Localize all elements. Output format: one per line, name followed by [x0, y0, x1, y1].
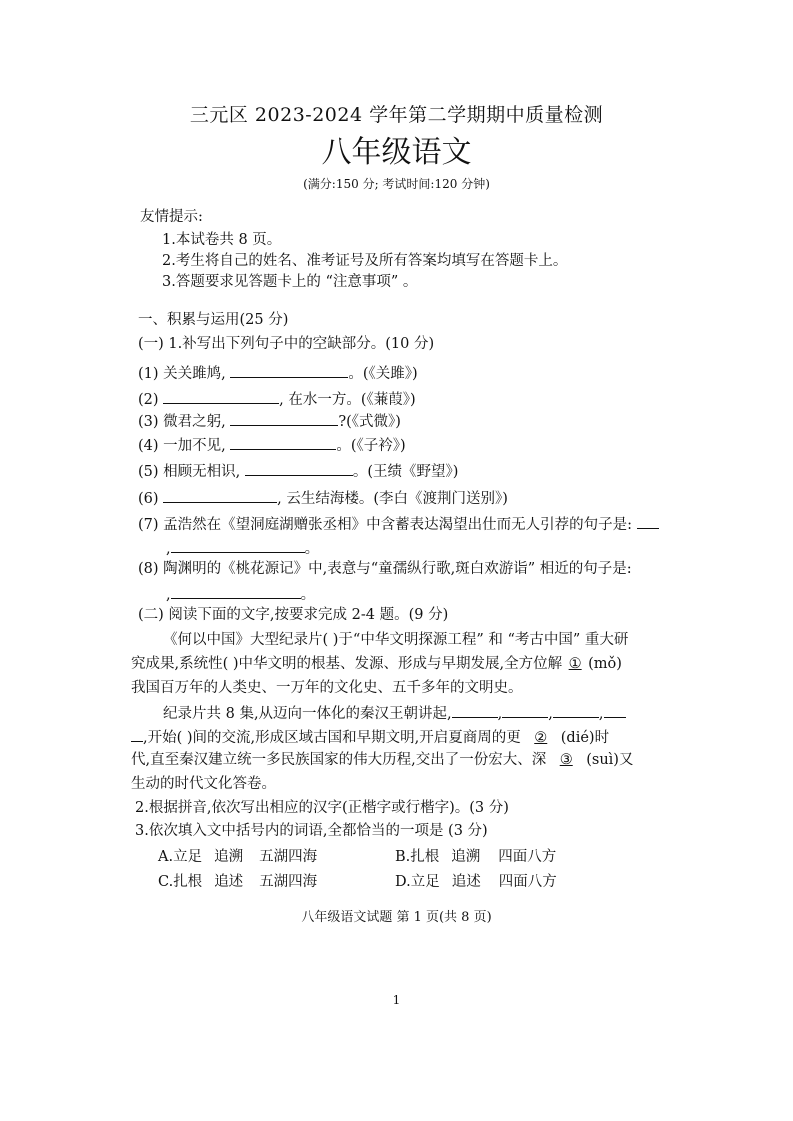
fill-line-1 [138, 362, 418, 384]
question-heading: (一) 1.补写出下列句子中的空缺部分。(10 分) [138, 336, 435, 352]
item-label: (8) [138, 561, 159, 577]
tips-heading: 友情提示: [140, 209, 203, 225]
option-word: 立足 [410, 874, 440, 890]
tip-item: 3.答题要求见答题卡上的 “注意事项” 。 [162, 274, 418, 290]
option-word: 扎根 [410, 849, 440, 865]
line-text: , 在水一方。(《蒹葭》) [279, 392, 416, 408]
passage-line: 我国百万年的人类史、一万年的文化史、五千多年的文明史。 [131, 680, 523, 696]
passage-line: 《何以中国》大型纪录片( )于“中华文明探源工程” 和 “考古中国” 重大研 [163, 632, 629, 648]
subject-title: 八年级语文 [321, 135, 472, 170]
fill-line-6 [138, 487, 508, 509]
answer-blank [171, 537, 305, 553]
question-2: 2.根据拼音,依次写出相应的汉字(正楷字或行楷字)。(3 分) [135, 800, 509, 816]
passage-line [131, 726, 609, 748]
option-word: 立足 [173, 849, 203, 865]
exam-meta: (满分:150 分; 考试时间:120 分钟) [303, 177, 490, 191]
answer-blank [131, 726, 143, 742]
option-word: 四面八方 [498, 874, 557, 890]
pinyin-blank-1: ① [568, 656, 582, 672]
line-text: 。(《关雎》) [348, 366, 418, 382]
line-text: 陶渊明的《桃花源记》中,表意与“童孺纵行歌,斑白欢游诣” 相近的句子是: [163, 561, 632, 577]
fill-line-8-cont [166, 583, 315, 605]
item-label: (3) [138, 414, 159, 430]
item-label: (7) [138, 517, 159, 533]
answer-blank [245, 460, 353, 476]
line-text: 相顾无相识, [163, 464, 241, 480]
passage-line [131, 750, 633, 770]
passage-text: 究成果,系统性( )中华文明的根基、发源、形成与早期发展,全方位解 [131, 656, 563, 672]
answer-blank [163, 487, 277, 503]
page-footer: 八年级语文试题 第 1 页(共 8 页) [301, 910, 492, 925]
option-letter: D. [395, 874, 411, 890]
answer-blank [452, 702, 498, 718]
option-word: 五湖四海 [259, 874, 318, 890]
answer-blank [604, 702, 626, 718]
line-text: 。 [304, 541, 320, 557]
answer-blank [230, 362, 348, 378]
item-label: (5) [138, 464, 159, 480]
item-label: (6) [138, 491, 159, 507]
option-word: 四面八方 [498, 849, 557, 865]
line-text: , [166, 541, 171, 557]
passage-line: 纪录片共 8 集,从迈向一体化的秦汉王朝讲起, , , , [163, 702, 626, 724]
option-letter: B. [395, 849, 411, 865]
pinyin: (mǒ) [588, 656, 622, 672]
answer-blank [502, 702, 548, 718]
answer-blank [230, 434, 336, 450]
fill-line-2 [138, 388, 416, 410]
pinyin: (dié)时 [560, 730, 610, 746]
passage-text: ,开始( )间的交流,形成区域古国和早期文明,开启夏商周的更 [143, 730, 521, 746]
option-word: 追述 [214, 874, 244, 890]
option-b [395, 847, 556, 867]
line-text: 。(王绩《野望》) [352, 464, 459, 480]
line-text: 关关雎鸠, [163, 366, 226, 382]
answer-blank [171, 583, 301, 599]
fill-line-3 [138, 410, 401, 432]
pinyin: (suì)又 [586, 752, 634, 768]
option-word: 追溯 [214, 849, 244, 865]
answer-blank [637, 513, 659, 529]
pinyin-blank-3: ③ [559, 752, 573, 768]
line-text: 。 [300, 587, 316, 603]
option-word: 五湖四海 [259, 849, 318, 865]
answer-blank [163, 388, 279, 404]
passage-line: 生动的时代文化答卷。 [131, 776, 276, 792]
tip-item: 2.考生将自己的姓名、准考证号及所有答案均填写在答题卡上。 [162, 253, 568, 269]
option-letter: A. [158, 849, 174, 865]
item-label: (4) [138, 438, 159, 454]
line-text: 孟浩然在《望洞庭湖赠张丞相》中含蓄表达渴望出仕而无人引荐的句子是: [163, 517, 633, 533]
fill-line-7 [138, 513, 659, 535]
option-a [158, 847, 317, 867]
page-number: 1 [392, 993, 401, 1007]
passage-text: 代,直至秦汉建立统一多民族国家的伟大历程,交出了一份宏大、深 [131, 752, 547, 768]
answer-blank [553, 702, 599, 718]
line-text: , [166, 587, 171, 603]
option-letter: C. [158, 874, 174, 890]
option-word: 追溯 [451, 849, 481, 865]
section-heading: 一、积累与运用(25 分) [138, 312, 289, 328]
fill-line-7-cont [166, 537, 319, 559]
tip-item: 1.本试卷共 8 页。 [162, 232, 282, 248]
pinyin-blank-2: ② [534, 730, 548, 746]
line-text: 微君之躬, [163, 414, 226, 430]
line-text: ?(《式微》) [338, 414, 401, 430]
option-word: 扎根 [173, 874, 203, 890]
line-text: , 云生结海楼。(李白《渡荆门送别》) [277, 491, 508, 507]
item-label: (1) [138, 366, 159, 382]
answer-blank [230, 410, 338, 426]
line-text: 一加不见, [163, 438, 226, 454]
exam-title: 三元区 2023-2024 学年第二学期期中质量检测 [189, 104, 604, 126]
option-word: 追述 [451, 874, 481, 890]
line-text: 。(《子衿》) [336, 438, 406, 454]
passage-text: 纪录片共 8 集,从迈向一体化的秦汉王朝讲起, [163, 706, 452, 722]
fill-line-8 [138, 559, 632, 579]
fill-line-5 [138, 460, 458, 482]
passage-line [131, 654, 622, 674]
fill-line-4 [138, 434, 406, 456]
question-3: 3.依次填入文中括号内的词语,全都恰当的一项是 (3 分) [135, 823, 488, 839]
option-c [158, 872, 317, 892]
reading-heading: (二) 阅读下面的文字,按要求完成 2-4 题。(9 分) [138, 607, 449, 623]
option-d [395, 872, 557, 892]
item-label: (2) [138, 392, 159, 408]
